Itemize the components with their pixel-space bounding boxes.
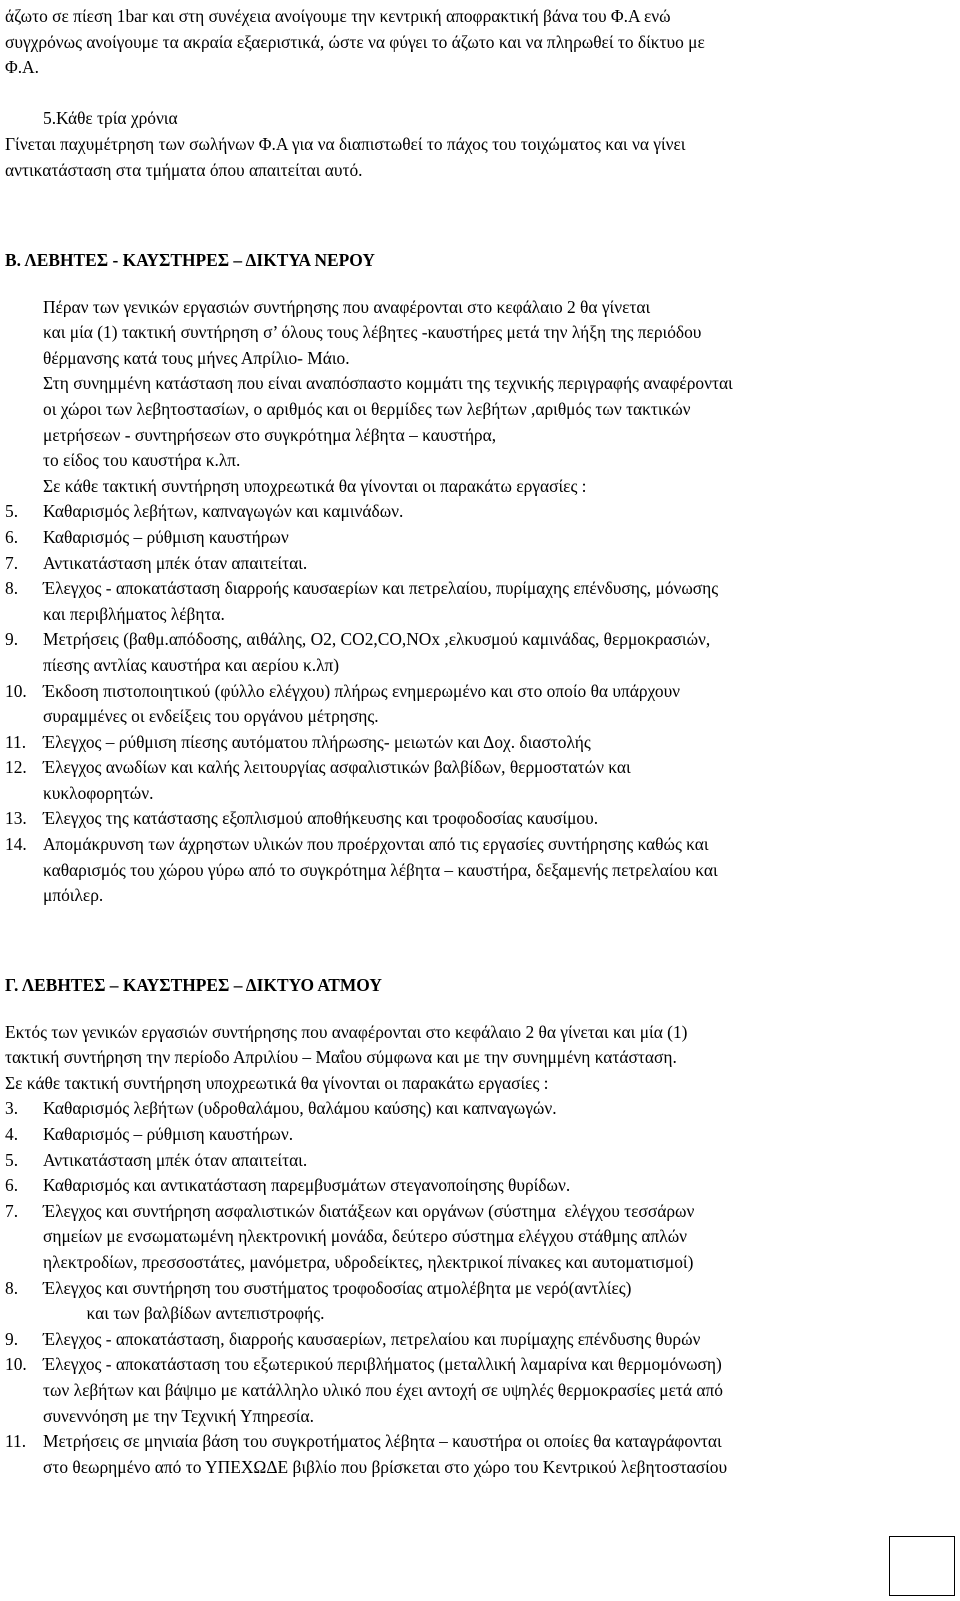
list-item-line: Έλεγχος και συντήρηση ασφαλιστικών διατάξεων και οργάνων (σύστημα ελέγχου τεσσάρων — [43, 1200, 695, 1221]
paragraph-line: Σε κάθε τακτική συντήρηση υποχρεωτικά θα γίνονται οι παρακάτω εργασίες : — [5, 1072, 549, 1093]
list-item-number: 10. — [5, 1354, 27, 1375]
list-item-line: Καθαρισμός – ρύθμιση καυστήρων — [43, 526, 289, 547]
list-item-line: Έλεγχος - αποκατάσταση, διαρροής καυσαερίων, πετρελαίου και πυρίμαχης επένδυσης θυρών — [43, 1328, 701, 1349]
list-item — [5, 627, 955, 678]
list-item-line: Έλεγχος - αποκατάσταση διαρροής καυσαερίων και πετρελαίου, πυρίμαχης επένδυσης, μόνωσης — [43, 578, 719, 599]
list-item-line: Μετρήσεις (βαθμ.απόδοσης, αιθάλης, Ο2, CO2,CO,NOx ,ελκυσμού καμινάδας, θερμοκρασιών, — [43, 629, 711, 650]
list-item-line: Έλεγχος ανωδίων και καλής λειτουργίας ασφαλιστικών βαλβίδων, θερμοστατών και — [43, 757, 631, 778]
list-item-line: Αντικατάσταση μπέκ όταν απαιτείται. — [43, 1149, 308, 1170]
intro-section — [5, 4, 955, 183]
list-item-line: σημείων με ενσωματωμένη ηλεκτρονική μονάδα, δεύτερο σύστημα ελέγχου στάθμης απλών — [43, 1226, 688, 1247]
list-item-text — [43, 832, 955, 909]
list-item-text — [43, 755, 955, 806]
list-item-number: 4. — [5, 1123, 19, 1144]
list-item-number: 9. — [5, 629, 19, 650]
list-item-line: των λεβήτων και βάψιμο με κατάλληλο υλικό που έχει αντοχή σε υψηλές θερμοκρασίες μετά από — [43, 1379, 723, 1400]
list-item-number: 13. — [5, 808, 27, 829]
list-item-line: στο θεωρημένο από το ΥΠΕΧΩΔΕ βιβλίο που βρίσκεται στο χώρο του Κεντρικού λεβητοστασίου — [43, 1456, 728, 1477]
paragraph-line: τακτική συντήρηση την περίοδο Απριλίου – Μαΐου σύμφωνα και με την συνημμένη κατάσταση. — [5, 1047, 677, 1068]
list-item-text — [43, 1096, 955, 1122]
list-item-text — [43, 1352, 955, 1429]
list-item-text — [43, 551, 955, 577]
list-item-number: 8. — [5, 1277, 19, 1298]
list-item-text — [43, 1148, 955, 1174]
list-item-line: καθαρισμός του χώρου γύρω από το συγκρότημα λέβητα – καυστήρα, δεξαμενής πετρελαίου και — [43, 859, 718, 880]
list-item-line: συραμμένες οι ενδείξεις του οργάνου μέτρησης. — [43, 706, 379, 727]
list-item-text — [43, 1276, 955, 1327]
intro-line: συγχρόνως ανοίγουμε τα ακραία εξαεριστικά, ώστε να φύγει το άζωτο και να πληρωθεί το δίκτυο με — [5, 31, 705, 52]
list-item-line: Καθαρισμός – ρύθμιση καυστήρων. — [43, 1123, 294, 1144]
list-item-text — [43, 499, 955, 525]
list-item — [5, 1199, 955, 1276]
list-item — [5, 525, 955, 551]
paragraph-line: οι χώροι των λεβητοστασίων, ο αριθμός και οι θερμίδες των λεβήτων ,αριθμός των τακτικών — [43, 398, 691, 419]
paragraph-line: το είδος του καυστήρα κ.λπ. — [43, 450, 241, 471]
list-item — [5, 1096, 955, 1122]
section-b-list — [5, 499, 955, 909]
list-item — [5, 499, 955, 525]
list-item-line: Αντικατάσταση μπέκ όταν απαιτείται. — [43, 552, 308, 573]
list-item-text — [43, 1122, 955, 1148]
list-item-text — [43, 525, 955, 551]
list-item — [5, 1327, 955, 1353]
paragraph-line: μετρήσεων - συντηρήσεων στο συγκρότημα λέβητα – καυστήρα, — [43, 424, 497, 445]
list-item — [5, 1173, 955, 1199]
list-item-line: Έκδοση πιστοποιητικού (φύλλο ελέγχου) πλήρως ενημερωμένο και στο οποίο θα υπάρχουν — [43, 680, 681, 701]
section-c — [5, 973, 955, 1480]
list-item-text — [43, 1327, 955, 1353]
list-item-line: Καθαρισμός και αντικατάσταση παρεμβυσμάτων στεγανοποίησης θυρίδων. — [43, 1175, 571, 1196]
list-item — [5, 1122, 955, 1148]
list-item-line: Έλεγχος - αποκατάσταση του εξωτερικού περιβλήματος (μεταλλική λαμαρίνα και θερμομόνωση) — [43, 1354, 722, 1375]
list-item — [5, 1148, 955, 1174]
list-item-line: μπόιλερ. — [43, 885, 104, 906]
paragraph-line: Εκτός των γενικών εργασιών συντήρησης που αναφέρονται στο κεφάλαιο 2 θα γίνεται και μία (1) — [5, 1021, 688, 1042]
list-item — [5, 1276, 955, 1327]
item5-line: αντικατάσταση στα τμήματα όπου απαιτείται αυτό. — [5, 159, 363, 180]
section-b-heading: Β. ΛΕΒΗΤΕΣ - ΚΑΥΣΤΗΡΕΣ – ΔΙΚΤΥΑ ΝΕΡΟΥ — [5, 250, 375, 270]
list-item-number: 7. — [5, 552, 19, 573]
list-item — [5, 755, 955, 806]
page-corner-box — [889, 1536, 955, 1596]
list-item-line: Έλεγχος και συντήρηση του συστήματος τροφοδοσίας ατμολέβητα με νερό(αντλίες) — [43, 1277, 632, 1298]
list-item-number: 9. — [5, 1328, 19, 1349]
list-item-number: 5. — [5, 501, 19, 522]
list-item-number: 14. — [5, 834, 27, 855]
list-item-line: Απομάκρυνση των άχρηστων υλικών που προέρχονται από τις εργασίες συντήρησης καθώς και — [43, 834, 709, 855]
paragraph-line: θέρμανσης κατά τους μήνες Απρίλιο- Μάιο. — [43, 347, 350, 368]
list-item-line: πίεσης αντλίας καυστήρα και αερίου κ.λπ) — [43, 654, 340, 675]
list-item-number: 10. — [5, 680, 27, 701]
list-item-number: 11. — [5, 1431, 27, 1452]
list-item — [5, 806, 955, 832]
list-item-text — [43, 730, 955, 756]
item5-line: Γίνεται παχυμέτρηση των σωλήνων Φ.Α για να διαπιστωθεί το πάχος του τοιχώματος και να γίνει — [5, 133, 686, 154]
list-item-line: και των βαλβίδων αντεπιστροφής. — [43, 1303, 325, 1324]
list-item-line: Καθαρισμός λεβήτων, καπναγωγών και καμινάδων. — [43, 501, 404, 522]
intro-line: άζωτο σε πίεση 1bar και στη συνέχεια ανοίγουμε την κεντρική αποφρακτική βάνα του Φ.Α ενώ — [5, 6, 671, 26]
list-item-number: 7. — [5, 1200, 19, 1221]
list-item-text — [43, 679, 955, 730]
list-item — [5, 1429, 955, 1480]
list-item-line: συνεννόηση με την Τεχνική Υπηρεσία. — [43, 1405, 314, 1426]
section-b-paragraph — [5, 295, 955, 500]
paragraph-line: Πέραν των γενικών εργασιών συντήρησης που αναφέρονται στο κεφάλαιο 2 θα γίνεται — [43, 296, 651, 317]
list-item-text — [43, 1173, 955, 1199]
list-item — [5, 832, 955, 909]
list-item-line: Έλεγχος – ρύθμιση πίεσης αυτόματου πλήρωσης- μειωτών και Δοχ. διαστολής — [43, 731, 591, 752]
list-item-text — [43, 806, 955, 832]
list-item-number: 12. — [5, 757, 27, 778]
list-item-text — [43, 1429, 955, 1480]
paragraph-line: Στη συνημμένη κατάσταση που είναι αναπόσπαστο κομμάτι της τεχνικής περιγραφής αναφέρονται — [43, 373, 733, 394]
list-item-line: Καθαρισμός λεβήτων (υδροθαλάμου, θαλάμου καύσης) και καπναγωγών. — [43, 1098, 557, 1119]
section-c-paragraph — [5, 1020, 955, 1097]
list-item-number: 6. — [5, 526, 19, 547]
list-item-number: 3. — [5, 1098, 19, 1119]
list-item-line: και περιβλήματος λέβητα. — [43, 603, 225, 624]
paragraph-line: Σε κάθε τακτική συντήρηση υποχρεωτικά θα γίνονται οι παρακάτω εργασίες : — [43, 475, 587, 496]
list-item-line: Μετρήσεις σε μηνιαία βάση του συγκροτήματος λέβητα – καυστήρα οι οποίες θα καταγράφονται — [43, 1431, 722, 1452]
paragraph-line: και μία (1) τακτική συντήρηση σ’ όλους τους λέβητες -καυστήρες μετά την λήξη της περιόδου — [43, 322, 702, 343]
section-b — [5, 248, 955, 909]
section-c-heading: Γ. ΛΕΒΗΤΕΣ – ΚΑΥΣΤΗΡΕΣ – ΔΙΚΤΥΟ ΑΤΜΟΥ — [5, 975, 382, 995]
intro-line: Φ.Α. — [5, 57, 39, 78]
list-item-line: Έλεγχος της κατάστασης εξοπλισμού αποθήκευσης και τροφοδοσίας καυσίμου. — [43, 808, 599, 829]
list-item-number: 11. — [5, 731, 27, 752]
list-item-number: 6. — [5, 1175, 19, 1196]
list-item — [5, 730, 955, 756]
list-item-text — [43, 627, 955, 678]
list-item-number: 5. — [5, 1149, 19, 1170]
list-item — [5, 1352, 955, 1429]
list-item — [5, 679, 955, 730]
list-item — [5, 551, 955, 577]
list-item-number: 8. — [5, 578, 19, 599]
list-item-text — [43, 1199, 955, 1276]
list-item-line: κυκλοφορητών. — [43, 782, 154, 803]
list-item-line: ηλεκτροδίων, πρεσσοστάτες, μανόμετρα, υδροδείκτες, ηλεκτρικοί πίνακες και αυτοματισμοί) — [43, 1251, 694, 1272]
list-item-text — [43, 576, 955, 627]
list-item — [5, 576, 955, 627]
item5-heading: 5.Κάθε τρία χρόνια — [43, 108, 178, 129]
section-c-list — [5, 1096, 955, 1480]
